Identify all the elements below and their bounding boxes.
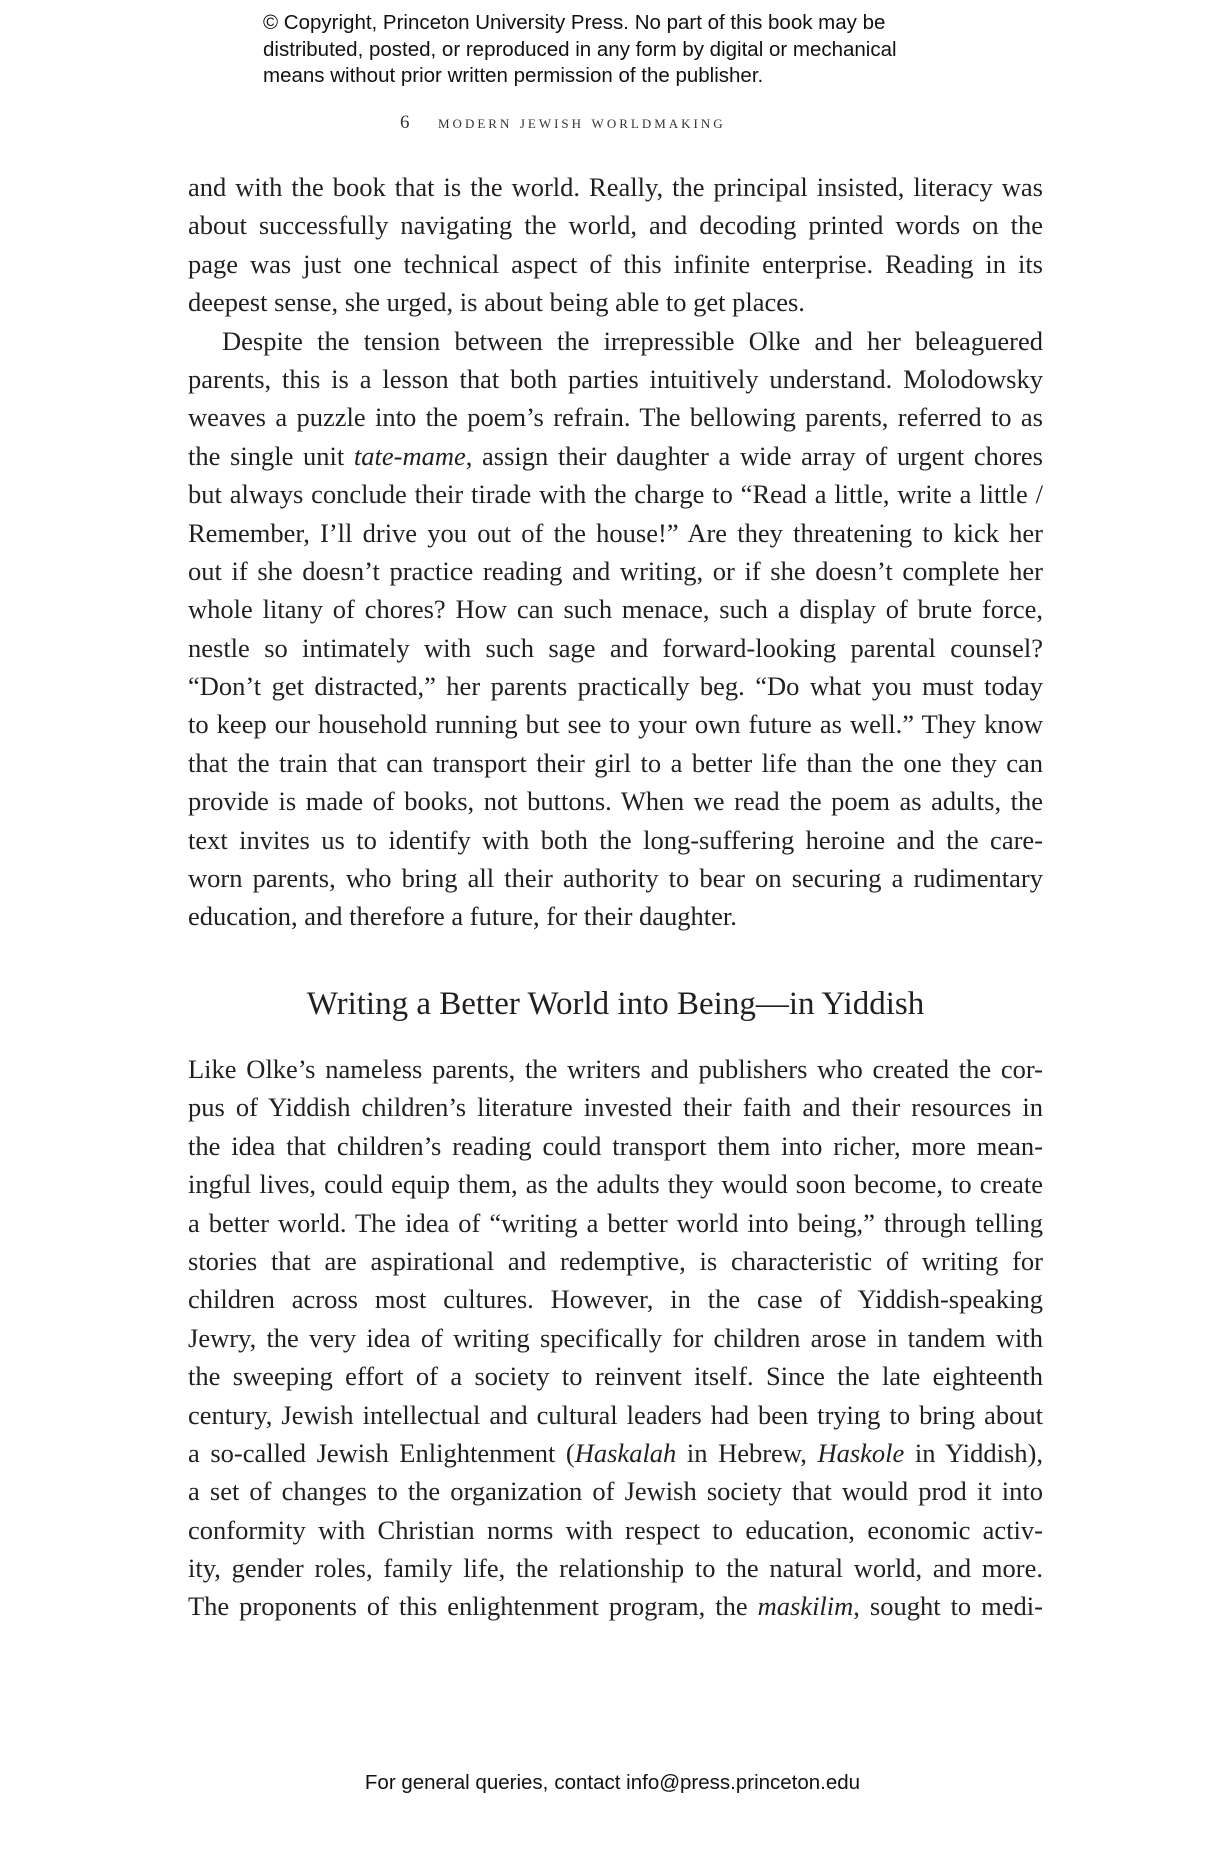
text-run: the single unit <box>188 440 354 471</box>
text-run: , assign their daughter a wide array of urgent chores <box>465 440 1043 471</box>
text-line: and with the book that is the world. Really, the principal insisted, literacy was <box>188 172 1043 202</box>
running-title: modern jewish worldmaking <box>438 112 726 132</box>
text-line: deepest sense, she urged, is about being able to get places. <box>188 287 805 318</box>
text-line: to keep our household running but see to your own future as well.” They know <box>188 709 1043 740</box>
section-heading: Writing a Better World into Being—in Yiddish <box>306 986 925 1022</box>
footer-label: For general queries, <box>364 1771 549 1794</box>
footer-email-link[interactable]: contact info@press.princeton.edu <box>554 1771 861 1794</box>
text-line: Despite the tension between the irrepressible Olke and her beleaguered <box>222 325 1043 356</box>
text-line: Jewry, the very idea of writing specifically for children arose in tandem with <box>188 1322 1043 1353</box>
text-run: , sought to medi- <box>853 1591 1043 1622</box>
body-text-before-heading <box>188 168 1043 936</box>
text-line: but always conclude their tirade with the charge to “Read a little, write a little / <box>188 479 1043 510</box>
text-line: ingful lives, could equip them, as the adults they would soon become, to create <box>188 1169 1043 1200</box>
text-line: “Don’t get distracted,” her parents practically beg. “Do what you must today <box>188 671 1043 702</box>
text-line: nestle so intimately with such sage and forward-looking parental counsel? <box>188 632 1043 663</box>
text-line: children across most cultures. However, in the case of Yiddish-speaking <box>188 1284 1043 1315</box>
text-line: parents, this is a lesson that both parties intuitively understand. Molodowsky <box>188 363 1043 394</box>
text-line <box>188 1587 1043 1625</box>
text-line: provide is made of books, not buttons. When we read the poem as adults, the <box>188 786 1043 817</box>
italic-term: maskilim <box>757 1591 854 1622</box>
text-line: stories that are aspirational and redemptive, is characteristic of writing for <box>188 1245 1043 1276</box>
page-number: 6 <box>400 112 410 133</box>
footer-contact <box>0 1771 1225 1795</box>
text-line: that the train that can transport their girl to a better life than the one they can <box>188 747 1043 778</box>
text-line: text invites us to identify with both the long-suffering heroine and the care- <box>188 824 1043 855</box>
text-line: worn parents, who bring all their authority to bear on securing a rudimentary <box>188 863 1043 894</box>
text-line: a set of changes to the organization of Jewish society that would prod it into <box>188 1476 1043 1507</box>
text-run: a so-called Jewish Enlightenment ( <box>188 1437 575 1468</box>
text-run: The proponents of this enlightenment program, the <box>188 1591 758 1622</box>
text-line: conformity with Christian norms with respect to education, economic activ- <box>188 1514 1043 1545</box>
text-run: in Yiddish), <box>904 1437 1044 1468</box>
copyright-line: means without prior written permission of the publisher. <box>263 64 764 87</box>
text-line <box>188 437 1043 475</box>
text-line: the sweeping effort of a society to reinvent itself. Since the late eighteenth <box>188 1361 1043 1392</box>
text-line: a better world. The idea of “writing a better world into being,” through telling <box>188 1207 1043 1238</box>
text-line: century, Jewish intellectual and cultural leaders had been trying to bring about <box>188 1399 1043 1430</box>
text-line <box>188 1434 1043 1472</box>
text-line: weaves a puzzle into the poem’s refrain. The bellowing parents, referred to as <box>188 402 1043 433</box>
text-line: education, and therefore a future, for their daughter. <box>188 901 737 932</box>
running-head <box>400 112 726 134</box>
copyright-line: © Copyright, Princeton University Press. No part of this book may be <box>263 11 886 34</box>
text-line: the idea that children’s reading could transport them into richer, more mean- <box>188 1130 1043 1161</box>
text-line: pus of Yiddish children’s literature invested their faith and their resources in <box>188 1092 1043 1123</box>
text-line: page was just one technical aspect of this infinite enterprise. Reading in its <box>188 248 1043 279</box>
text-line: out if she doesn’t practice reading and writing, or if she doesn’t complete her <box>188 555 1043 586</box>
text-run: in Hebrew, <box>676 1437 818 1468</box>
text-line: Like Olke’s nameless parents, the writers and publishers who created the cor- <box>188 1054 1043 1084</box>
copyright-line: distributed, posted, or reproduced in any form by digital or mechanical <box>263 37 897 61</box>
italic-term: Haskole <box>817 1437 905 1468</box>
italic-term: tate-mame <box>353 440 466 471</box>
text-line: whole litany of chores? How can such menace, such a display of brute force, <box>188 594 1043 625</box>
text-line: about successfully navigating the world, and decoding printed words on the <box>188 210 1043 241</box>
text-line: Remember, I’ll drive you out of the house!” Are they threatening to kick her <box>188 517 1043 548</box>
italic-term: Haskalah <box>574 1437 677 1468</box>
copyright-notice <box>263 10 1023 90</box>
body-text-after-heading <box>188 1050 1043 1626</box>
text-line: ity, gender roles, family life, the relationship to the natural world, and more. <box>188 1553 1043 1584</box>
